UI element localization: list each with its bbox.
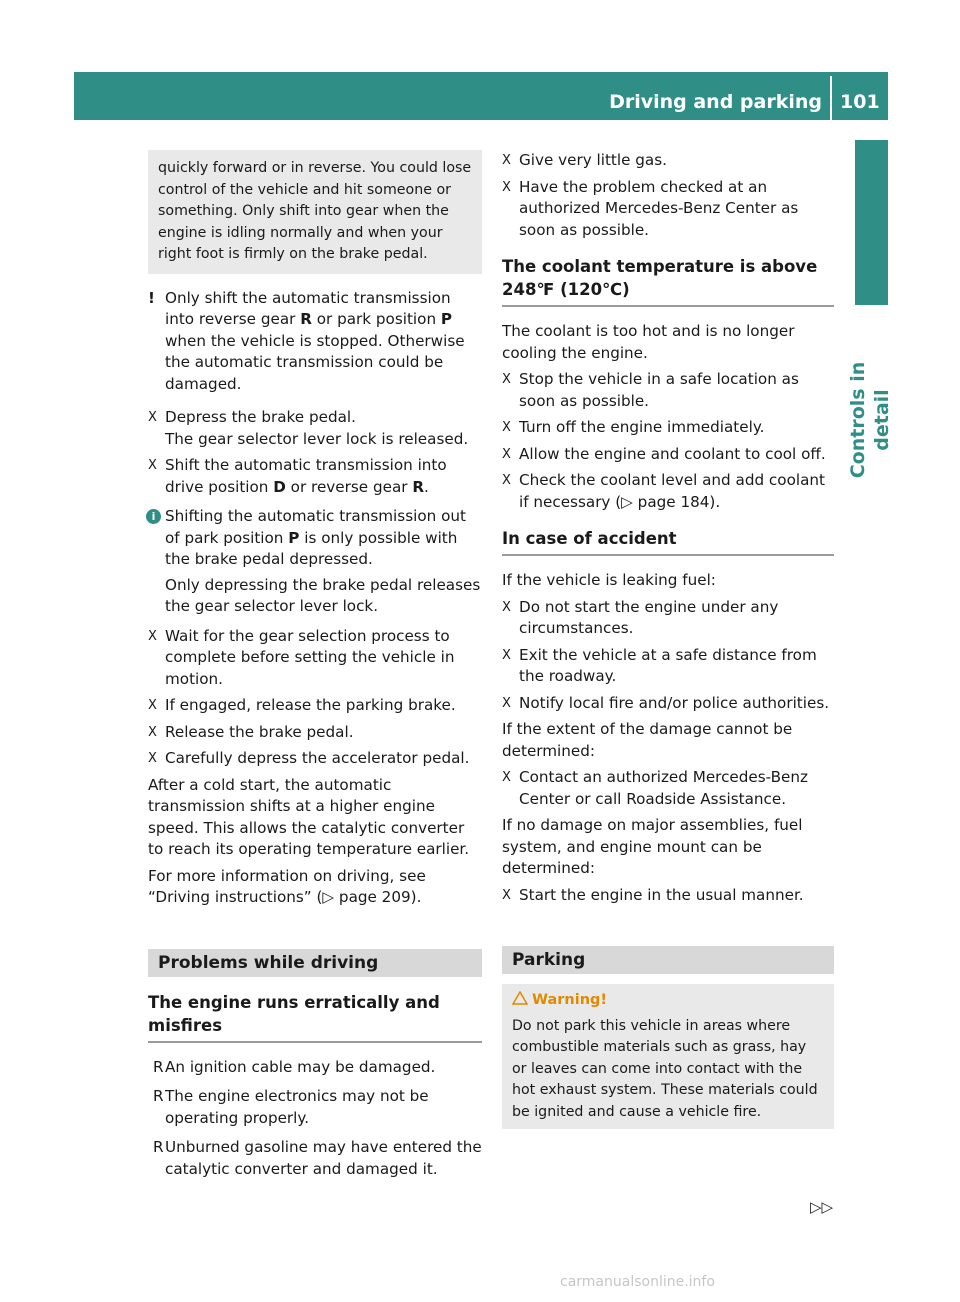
info-text: Shifting the automatic transmission out of park position <box>165 507 466 547</box>
notice-text: Only shift the automatic transmission into reverse gear <box>165 288 451 328</box>
step-item <box>148 626 482 691</box>
warning-triangle-icon <box>512 991 528 1005</box>
bullet-item <box>148 1137 482 1180</box>
subheading: In case of accident <box>502 527 834 556</box>
bullet-marker: R <box>153 1138 164 1156</box>
paragraph: The coolant is too hot and is no longer cooling the engine. <box>502 322 795 362</box>
info-note <box>148 506 482 618</box>
step-item <box>502 597 834 640</box>
subheading: The engine runs erratically and misfires <box>148 991 482 1043</box>
step-text: Give very little gas. <box>519 151 667 169</box>
step-result-text: The gear selector lever lock is released. <box>165 429 469 448</box>
side-tab-block <box>855 140 888 305</box>
step-item <box>148 722 482 744</box>
continue-icon: ▷▷ <box>810 1198 834 1216</box>
gear-p-label: P <box>440 310 453 328</box>
step-marker-icon: X <box>502 647 511 663</box>
subheading: The coolant temperature is above 248℉ (120℃) <box>502 255 834 307</box>
notice-text: or park position <box>311 310 441 328</box>
header-divider <box>830 76 832 120</box>
bullet-text: An ignition cable may be damaged. <box>165 1057 436 1076</box>
step-item <box>502 470 834 513</box>
step-marker-icon: X <box>502 153 511 168</box>
step-marker-icon: X <box>148 698 157 713</box>
step-text: or reverse gear <box>285 477 413 496</box>
step-marker-icon: X <box>148 458 157 473</box>
paragraph: For more information on driving, see “Driving instructions” (▷ page 209). <box>148 866 426 906</box>
step-text: Contact an authorized Mercedes-Benz Center or call Roadside Assistance. <box>519 768 808 808</box>
step-item <box>502 444 834 466</box>
info-text-secondary: Only depressing the brake pedal releases the gear selector lever lock. <box>165 575 481 615</box>
step-item <box>148 455 482 498</box>
step-item <box>502 885 834 907</box>
step-text: Have the problem checked at an authorized Mercedes-Benz Center as soon as possible. <box>519 177 799 239</box>
step-item <box>502 417 834 439</box>
paragraph: After a cold start, the automatic transmission shifts at a higher engine speed. This allows the catalytic converter to reach its operating temperature earlier. <box>148 775 470 858</box>
gear-d-label: D <box>273 477 286 496</box>
notice-text: when the vehicle is stopped. Otherwise the automatic transmission could be damaged. <box>165 331 465 393</box>
step-marker-icon: X <box>148 724 157 740</box>
gear-r-label: R <box>412 477 425 496</box>
section-heading: Parking <box>502 946 834 974</box>
step-text: Start the engine in the usual manner. <box>519 885 804 904</box>
step-item <box>502 177 834 242</box>
paragraph: If no damage on major assemblies, fuel system, and engine mount can be determined: <box>502 816 803 877</box>
paragraph: If the vehicle is leaking fuel: <box>502 571 716 589</box>
step-text: Wait for the gear selection process to complete before setting the vehicle in motion. <box>165 626 455 688</box>
warning-continuation-text: quickly forward or in reverse. You could lose control of the vehicle and hit someone or something. Only shift into gear when the engine is idling normally and when your right foot is firmly on the brake pedal. <box>158 160 472 262</box>
step-marker-icon: X <box>502 372 511 387</box>
step-text: Exit the vehicle at a safe distance from the roadway. <box>519 645 817 685</box>
step-text: Release the brake pedal. <box>165 722 354 741</box>
warning-title-text: Warning! <box>532 992 608 1008</box>
step-text: Do not start the engine under any circumstances. <box>519 597 779 637</box>
step-marker-icon: X <box>148 628 157 644</box>
step-marker-icon: X <box>502 420 511 435</box>
header-title: Driving and parking <box>609 91 822 113</box>
bullet-marker: R <box>153 1057 164 1076</box>
step-item <box>502 150 834 172</box>
step-item <box>502 693 834 715</box>
step-marker-icon: X <box>502 473 511 488</box>
bullet-text: Unburned gasoline may have entered the catalytic converter and damaged it. <box>165 1138 482 1178</box>
step-marker-icon: X <box>502 179 511 195</box>
step-text: Depress the brake pedal. <box>165 408 356 426</box>
left-column <box>148 150 482 1188</box>
step-text: Shift the automatic transmission into drive position <box>165 456 447 496</box>
section-heading: Problems while driving <box>148 949 482 977</box>
warning-box <box>502 984 834 1129</box>
bullet-text: The engine electronics may not be operating properly. <box>165 1087 429 1127</box>
warning-title <box>512 990 824 1012</box>
step-text: Allow the engine and coolant to cool off. <box>519 444 826 463</box>
step-marker-icon: X <box>502 446 511 462</box>
bullet-marker: R <box>153 1087 164 1105</box>
step-text: . <box>424 477 429 496</box>
warning-text: Do not park this vehicle in areas where combustible materials such as grass, hay or leaves can come into contact with the hot exhaust system. These materials could be ignited and cause a vehicle fire. <box>512 1017 818 1120</box>
paragraph: If the extent of the damage cannot be determined: <box>502 720 793 760</box>
step-text: If engaged, release the parking brake. <box>165 696 456 714</box>
page-number: 101 <box>840 91 880 113</box>
step-marker-icon: X <box>502 599 511 615</box>
step-item <box>148 695 482 717</box>
side-tab-label: Controls in detail <box>847 361 893 479</box>
step-marker-icon: X <box>502 770 511 785</box>
step-text: Turn off the engine immediately. <box>519 418 765 436</box>
gear-r-label: R <box>300 310 312 328</box>
step-item <box>502 645 834 688</box>
step-marker-icon: X <box>148 751 157 766</box>
info-icon: i <box>146 509 161 524</box>
step-text: Check the coolant level and add coolant if necessary (▷ page 184). <box>519 471 825 511</box>
step-item <box>148 748 482 770</box>
step-text: Stop the vehicle in a safe location as soon as possible. <box>519 370 799 410</box>
bullet-item <box>148 1057 482 1079</box>
step-text: Carefully depress the accelerator pedal. <box>165 749 470 767</box>
right-column <box>502 150 834 1129</box>
watermark: carmanualsonline.info <box>560 1274 715 1290</box>
step-item <box>148 407 482 450</box>
step-marker-icon: X <box>502 887 511 903</box>
step-marker-icon: X <box>148 410 157 425</box>
step-text: Notify local fire and/or police authorities. <box>519 693 830 712</box>
gear-p-label: P <box>288 528 300 547</box>
notice-paragraph <box>148 288 482 396</box>
step-item <box>502 767 834 810</box>
exclamation-icon: ! <box>148 288 155 307</box>
step-item <box>502 369 834 412</box>
step-marker-icon: X <box>502 695 511 711</box>
info-text: is only possible with the brake pedal depressed. <box>165 528 458 568</box>
warning-continuation-box <box>148 150 482 274</box>
bullet-item <box>148 1086 482 1129</box>
